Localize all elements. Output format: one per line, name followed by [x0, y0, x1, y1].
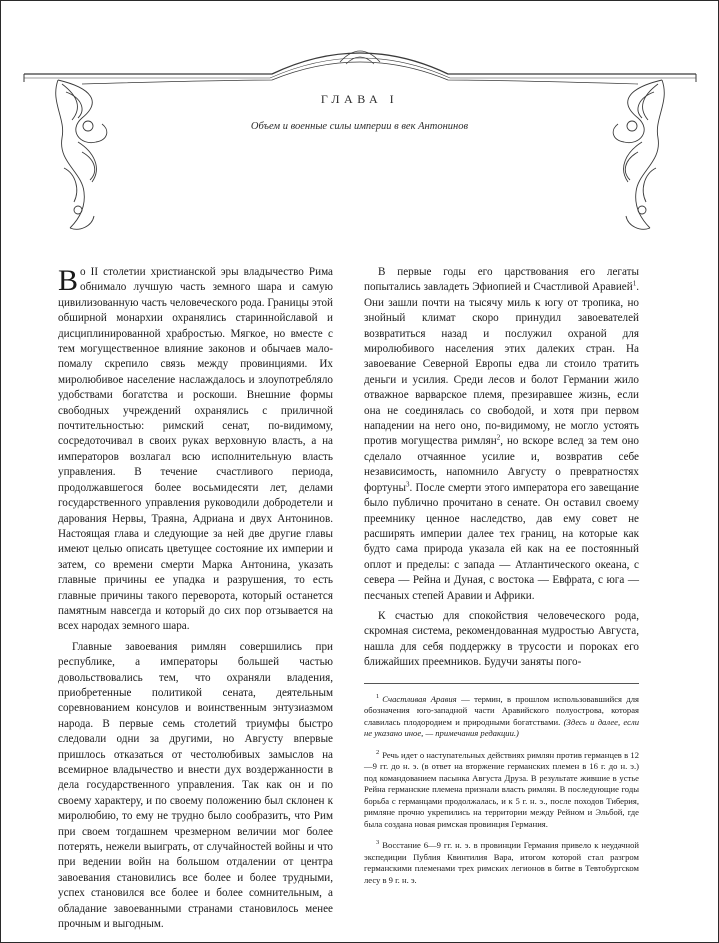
- footnote: [364, 694, 639, 740]
- footnote-number: 2: [376, 748, 380, 756]
- footnote-text: Восстание 6—9 гг. н. э. в провинции Германия привело к неудачной экспедиции Публия Квинтилия Вара, итогом которой стал разгром германскими племенами трех римских легионов в битве в Тевтобургском лесу в 9 г. н. э.: [364, 840, 639, 885]
- paragraph-text: , но вскоре вслед за тем оно сделало отчаянное усилие и, возвратив себе независимость, напомнило Августу о превратностях фортуны: [364, 435, 639, 494]
- right-column: [364, 265, 639, 886]
- paragraph-text: . Они зашли почти на тысячу миль к югу от тропика, но знойный климат скоро принудил завоевателей возвратиться назад и послужил охраной для миролюбивого населения этих далеких стран. На завоевание Северной Европы едва ли стоило тратить деньги и усилия. Среди лесов и болот Германии жило отважное варварское племя, презиравшее жизнь, если она не соединялась со свободой, и хотя при первом нападении на него оно, по-видимому, не могло устоять против могущества римлян: [364, 281, 639, 448]
- paragraph: Главные завоевания римлян совершились при республике, а императоры большей частью довольствовались тем, что охраняли владения, приобретенные политикой сената, деятельным соревнованием консулов и воинственным энтузиазмом народа. В первые семь столетий триумфы быстро следовали одни за другими, но Августу впервые пришлось отказаться от честолюбивых замыслов на всемирное владычество и внести дух воздержанности в дела государственного управления. Так как он и по своему характеру, и по своему положению был склонен к миролюбию, то ему не трудно было сообразить, что Рим при своем тогдашнем чрезмерном величии мог более потерять, нежели выиграть, от случайностей войны и что при ведении войн на большом отдалении от центра завоевания становились все более и более трудными, успех становился все более и более сомнительным, а обладание завоеванными странами становилось менее прочным и выгодным.: [58, 640, 333, 931]
- footnote-term: Счастливая Аравия: [382, 693, 457, 704]
- footnote-ref[interactable]: 3: [405, 479, 410, 488]
- chapter-subtitle: Объем и военные силы империи в век Антонинов: [250, 121, 469, 132]
- footnote: [364, 840, 639, 886]
- paragraph-text: о II столетии христианской эры владычество Рима обнимало лучшую часть земного шара и самую цивилизованную часть человеческого рода. Границы этой обширной монархии охранялись стариннойславой и дисциплинированной храбростью. Мягкое, но вместе с тем могущественное влияние законов и обычаев мало-помалу скрепило связь между провинциями. Их миролюбивое население наслаждалось и злоупотребляло удобствами богатства и роскоши. Внешние формы свободных учреждений охранялись с приличной почтительностью: римский сенат, по-видимому, сосредоточивал в своих руках верховную власть, а на императоров возлагал всю исполнительную власть управления. В течение счастливого периода, продолжавшегося более восьмидесяти лет, делами государственного управления руководили добродетели и дарования Нервы, Траяна, Адриана и двух Антонинов. Настоящая глава и следующие за ней две другие главы имеют целью описать цветущее состояние их империи и затем, со времени смерти Марка Антонина, указать главные причины ее упадка и разрушения, то есть главные причины такого переворота, который останется памятным навсегда и который до сих пор отзывается на всех народах земного шара.: [58, 266, 333, 633]
- paragraph-text: . После смерти этого императора его завещание было публично прочитано в сенате. Он оставил своему преемнику ценное наследство, дав ему совет не расширять империи далее тех границ, на которые как будто сама природа указала ей как на ее постоянный оплот и пределы: с запада — Атлантического океана, с севера — Рейна и Дуная, с востока — Евфрата, с юга — песчаных степей Аравии и Африки.: [364, 481, 639, 602]
- footnote-number: 1: [376, 692, 380, 700]
- footnote-text: — термин, в прошлом использовавшийся для обозначения юго-западной части Аравийского полуострова, которая славилась плодородием и природными богатствами.: [364, 693, 640, 727]
- paragraph: [58, 265, 333, 635]
- paragraph: К счастью для спокойствия человеческого рода, скромная система, рекомендованная мудростью Августа, нашла для себя поддержку в трусости и пороках его ближайших преемников. Будучи заняты пого-: [364, 609, 639, 669]
- footnote-number: 3: [376, 839, 380, 847]
- left-column: [58, 265, 333, 932]
- footnote: [364, 750, 639, 831]
- footnote-note: (Здесь и далее, если не указано иное, — примечания редакции.): [364, 716, 639, 739]
- drop-cap: В: [58, 264, 79, 297]
- paragraph: [364, 265, 639, 604]
- footnote-ref[interactable]: 1: [632, 279, 637, 288]
- footnotes: [364, 683, 639, 887]
- chapter-title: ГЛАВА I: [320, 92, 399, 106]
- paragraph-text: В первые годы его царствования его легаты попытались завладеть Эфиопией и Счастливой Аравией: [364, 266, 639, 294]
- footnote-ref[interactable]: 2: [496, 433, 501, 442]
- footnote-text: Речь идет о наступательных действиях римлян против германцев в 12—9 гг. до н. э. (в ответ на вторжение германских племен в 16 г. до н. э.) под командованием пасынка Августа Друза. В результате жившие в устье Рейна германские племена признали власть римлян. В последующие годы борьба с германцами продолжалась, и к 5 г. н. э., после походов Тиберия, римляне прочно укрепились на территории между Рейном и Эльбой, где была создана новая римская провинция Германия.: [364, 749, 639, 829]
